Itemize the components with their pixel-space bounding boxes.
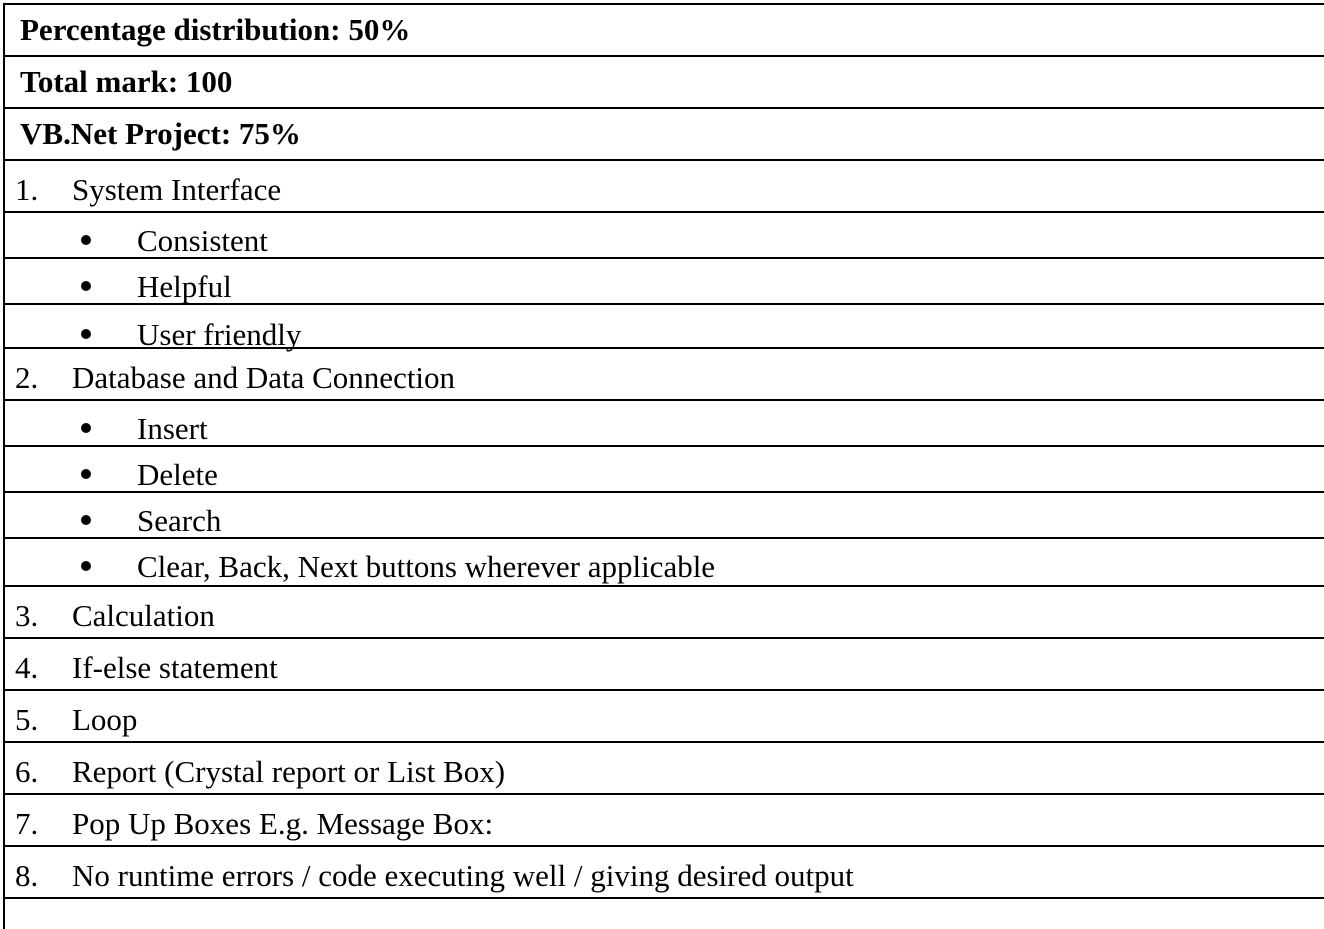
- sub-item-label: Helpful: [137, 269, 232, 304]
- item-number: 3.: [15, 598, 39, 633]
- percentage-row: [5, 5, 1324, 57]
- item-number: 8.: [15, 858, 39, 893]
- item-row: [5, 795, 1324, 847]
- item-row: [5, 161, 1324, 213]
- bullet-icon: [81, 515, 91, 525]
- sub-item-row: [5, 305, 1324, 352]
- bullet-icon: [81, 329, 91, 339]
- item-number: 7.: [15, 806, 39, 841]
- item-number: 5.: [15, 702, 39, 737]
- project-row: [5, 109, 1324, 161]
- sub-item-label: Delete: [137, 457, 218, 492]
- rubric-table: [3, 3, 1324, 929]
- sub-item-row: [5, 259, 1324, 305]
- sub-item-label: Clear, Back, Next buttons wherever applicable: [137, 549, 716, 584]
- item-label: If-else statement: [72, 650, 278, 685]
- percentage-distribution: Percentage distribution: 50%: [20, 12, 411, 47]
- sub-item-row: [5, 213, 1324, 259]
- trailing-row: [5, 899, 1324, 929]
- sub-item-label: Consistent: [137, 223, 268, 258]
- project-weight: VB.Net Project: 75%: [20, 116, 301, 151]
- sub-item-row: [5, 493, 1324, 539]
- sub-item-row: [5, 447, 1324, 493]
- total-mark: Total mark: 100: [20, 64, 233, 99]
- item-number: 4.: [15, 650, 39, 685]
- bullet-icon: [81, 235, 91, 245]
- item-label: Calculation: [72, 598, 215, 633]
- item-label: Database and Data Connection: [72, 360, 456, 395]
- item-row: [5, 587, 1324, 639]
- item-number: 1.: [15, 172, 39, 207]
- item-label: No runtime errors / code executing well / giving desired output: [72, 858, 854, 893]
- bullet-icon: [81, 423, 91, 433]
- item-row: [5, 349, 1324, 401]
- item-row: [5, 639, 1324, 691]
- bullet-icon: [81, 281, 91, 291]
- sub-item-label: User friendly: [137, 317, 302, 352]
- item-label: System Interface: [72, 172, 282, 207]
- item-row: [5, 743, 1324, 795]
- item-label: Report (Crystal report or List Box): [72, 754, 506, 789]
- sub-item-label: Insert: [137, 411, 208, 446]
- item-row: [5, 691, 1324, 743]
- sub-item-row: [5, 401, 1324, 447]
- total-mark-row: [5, 57, 1324, 109]
- sub-item-row: [5, 539, 1324, 587]
- bullet-icon: [81, 469, 91, 479]
- bullet-icon: [81, 561, 91, 571]
- item-number: 2.: [15, 360, 39, 395]
- sub-item-label: Search: [137, 503, 222, 538]
- item-number: 6.: [15, 754, 39, 789]
- item-label: Pop Up Boxes E.g. Message Box:: [72, 806, 494, 841]
- item-label: Loop: [72, 702, 138, 737]
- item-row: [5, 847, 1324, 899]
